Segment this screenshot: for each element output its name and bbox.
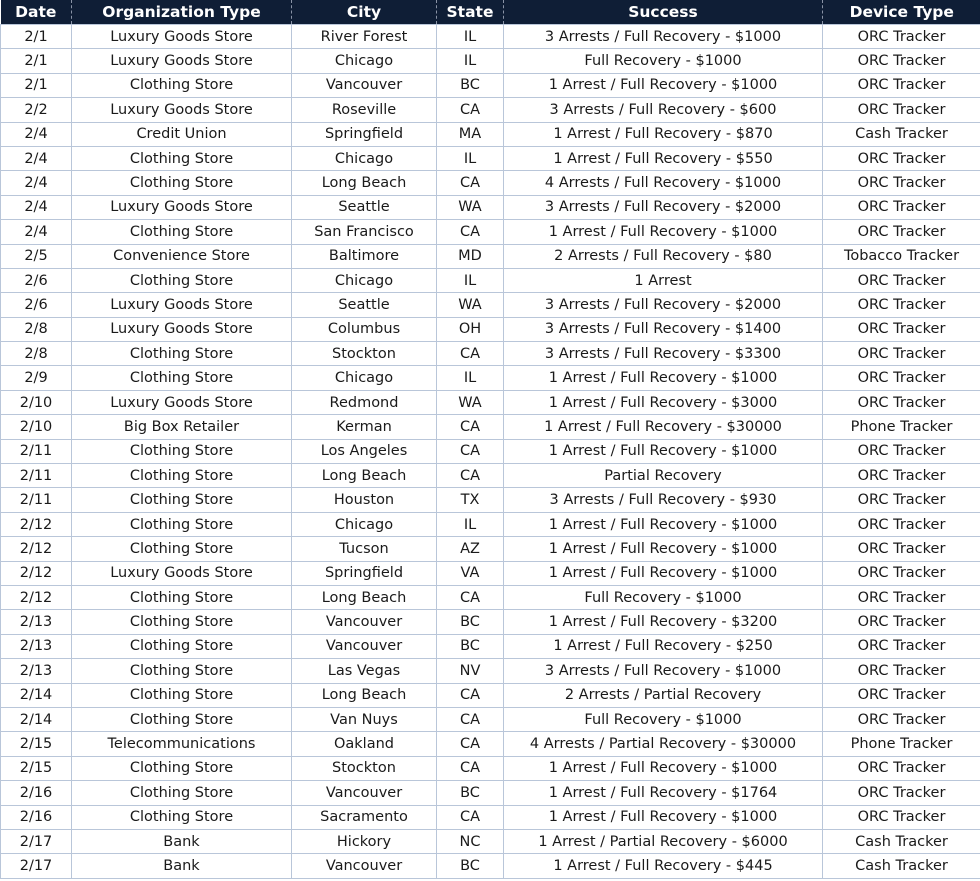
success-cell: 1 Arrest / Full Recovery - $1000: [504, 512, 823, 536]
state-cell: CA: [437, 585, 504, 609]
table-row: [1, 122, 980, 146]
device-type-cell: ORC Tracker: [823, 293, 980, 317]
success-cell: Full Recovery - $1000: [504, 585, 823, 609]
table-row: [1, 98, 980, 122]
state-cell: OH: [437, 317, 504, 341]
organization-type-cell: Clothing Store: [72, 610, 292, 634]
date-cell: 2/8: [1, 317, 72, 341]
device-type-cell: ORC Tracker: [823, 610, 980, 634]
header-city: City: [292, 0, 437, 25]
date-cell: 2/15: [1, 756, 72, 780]
date-cell: 2/12: [1, 561, 72, 585]
header-success: Success: [504, 0, 823, 25]
city-cell: Springfield: [292, 122, 437, 146]
city-cell: Long Beach: [292, 171, 437, 195]
table-body: [1, 25, 980, 879]
header-state: State: [437, 0, 504, 25]
date-cell: 2/6: [1, 268, 72, 292]
city-cell: Stockton: [292, 342, 437, 366]
header-device-type: Device Type: [823, 0, 980, 25]
city-cell: Kerman: [292, 415, 437, 439]
device-type-cell: Cash Tracker: [823, 854, 980, 878]
date-cell: 2/4: [1, 171, 72, 195]
table-row: [1, 439, 980, 463]
device-type-cell: ORC Tracker: [823, 659, 980, 683]
table-row: [1, 610, 980, 634]
city-cell: Chicago: [292, 146, 437, 170]
table-row: [1, 854, 980, 878]
success-cell: 3 Arrests / Full Recovery - $930: [504, 488, 823, 512]
success-cell: 1 Arrest / Full Recovery - $250: [504, 634, 823, 658]
city-cell: Chicago: [292, 49, 437, 73]
organization-type-cell: Clothing Store: [72, 488, 292, 512]
state-cell: CA: [437, 439, 504, 463]
date-cell: 2/17: [1, 829, 72, 853]
device-type-cell: ORC Tracker: [823, 683, 980, 707]
organization-type-cell: Clothing Store: [72, 683, 292, 707]
device-type-cell: Cash Tracker: [823, 122, 980, 146]
city-cell: Springfield: [292, 561, 437, 585]
organization-type-cell: Clothing Store: [72, 512, 292, 536]
state-cell: BC: [437, 781, 504, 805]
success-cell: 1 Arrest / Full Recovery - $3000: [504, 390, 823, 414]
state-cell: CA: [437, 732, 504, 756]
table-row: [1, 317, 980, 341]
city-cell: Redmond: [292, 390, 437, 414]
date-cell: 2/2: [1, 98, 72, 122]
success-cell: 1 Arrest / Full Recovery - $1764: [504, 781, 823, 805]
date-cell: 2/11: [1, 439, 72, 463]
table-row: [1, 171, 980, 195]
state-cell: IL: [437, 268, 504, 292]
table-row: [1, 195, 980, 219]
device-type-cell: ORC Tracker: [823, 366, 980, 390]
city-cell: Chicago: [292, 366, 437, 390]
organization-type-cell: Clothing Store: [72, 268, 292, 292]
table-row: [1, 342, 980, 366]
date-cell: 2/6: [1, 293, 72, 317]
state-cell: CA: [437, 756, 504, 780]
date-cell: 2/10: [1, 415, 72, 439]
state-cell: TX: [437, 488, 504, 512]
device-type-cell: ORC Tracker: [823, 585, 980, 609]
date-cell: 2/4: [1, 220, 72, 244]
date-cell: 2/13: [1, 634, 72, 658]
date-cell: 2/4: [1, 146, 72, 170]
state-cell: BC: [437, 854, 504, 878]
state-cell: BC: [437, 610, 504, 634]
device-type-cell: ORC Tracker: [823, 512, 980, 536]
city-cell: Long Beach: [292, 585, 437, 609]
table-row: [1, 585, 980, 609]
table-row: [1, 537, 980, 561]
state-cell: MD: [437, 244, 504, 268]
organization-type-cell: Clothing Store: [72, 73, 292, 97]
success-cell: 1 Arrest / Full Recovery - $1000: [504, 220, 823, 244]
city-cell: Vancouver: [292, 781, 437, 805]
table-row: [1, 25, 980, 49]
success-cell: 1 Arrest / Full Recovery - $1000: [504, 537, 823, 561]
success-cell: 3 Arrests / Full Recovery - $2000: [504, 293, 823, 317]
city-cell: Stockton: [292, 756, 437, 780]
table-row: [1, 732, 980, 756]
city-cell: Long Beach: [292, 683, 437, 707]
state-cell: CA: [437, 415, 504, 439]
city-cell: Hickory: [292, 829, 437, 853]
device-type-cell: Tobacco Tracker: [823, 244, 980, 268]
organization-type-cell: Luxury Goods Store: [72, 98, 292, 122]
success-cell: 1 Arrest / Full Recovery - $870: [504, 122, 823, 146]
state-cell: CA: [437, 805, 504, 829]
organization-type-cell: Clothing Store: [72, 659, 292, 683]
city-cell: Vancouver: [292, 610, 437, 634]
organization-type-cell: Convenience Store: [72, 244, 292, 268]
device-type-cell: ORC Tracker: [823, 439, 980, 463]
table-row: [1, 293, 980, 317]
header-organization-type: Organization Type: [72, 0, 292, 25]
state-cell: WA: [437, 390, 504, 414]
state-cell: IL: [437, 49, 504, 73]
success-cell: Full Recovery - $1000: [504, 49, 823, 73]
success-cell: 1 Arrest / Full Recovery - $1000: [504, 561, 823, 585]
organization-type-cell: Clothing Store: [72, 464, 292, 488]
organization-type-cell: Big Box Retailer: [72, 415, 292, 439]
city-cell: Chicago: [292, 512, 437, 536]
device-type-cell: ORC Tracker: [823, 781, 980, 805]
device-type-cell: ORC Tracker: [823, 464, 980, 488]
device-type-cell: ORC Tracker: [823, 634, 980, 658]
success-cell: 1 Arrest / Full Recovery - $1000: [504, 73, 823, 97]
state-cell: VA: [437, 561, 504, 585]
device-type-cell: ORC Tracker: [823, 268, 980, 292]
date-cell: 2/8: [1, 342, 72, 366]
city-cell: Vancouver: [292, 854, 437, 878]
date-cell: 2/12: [1, 537, 72, 561]
city-cell: Van Nuys: [292, 707, 437, 731]
success-cell: Full Recovery - $1000: [504, 707, 823, 731]
table-row: [1, 488, 980, 512]
city-cell: Baltimore: [292, 244, 437, 268]
date-cell: 2/17: [1, 854, 72, 878]
table-row: [1, 561, 980, 585]
organization-type-cell: Telecommunications: [72, 732, 292, 756]
table-row: [1, 220, 980, 244]
city-cell: Columbus: [292, 317, 437, 341]
success-cell: 3 Arrests / Full Recovery - $600: [504, 98, 823, 122]
device-type-cell: ORC Tracker: [823, 220, 980, 244]
success-cell: 1 Arrest / Full Recovery - $30000: [504, 415, 823, 439]
device-type-cell: ORC Tracker: [823, 25, 980, 49]
city-cell: Houston: [292, 488, 437, 512]
device-type-cell: ORC Tracker: [823, 317, 980, 341]
state-cell: CA: [437, 464, 504, 488]
date-cell: 2/1: [1, 49, 72, 73]
organization-type-cell: Luxury Goods Store: [72, 195, 292, 219]
table-row: [1, 390, 980, 414]
organization-type-cell: Clothing Store: [72, 537, 292, 561]
date-cell: 2/5: [1, 244, 72, 268]
success-cell: 2 Arrests / Full Recovery - $80: [504, 244, 823, 268]
city-cell: Long Beach: [292, 464, 437, 488]
city-cell: Tucson: [292, 537, 437, 561]
state-cell: NC: [437, 829, 504, 853]
table-row: [1, 707, 980, 731]
table-row: [1, 268, 980, 292]
success-cell: 4 Arrests / Full Recovery - $1000: [504, 171, 823, 195]
date-cell: 2/1: [1, 25, 72, 49]
table-row: [1, 781, 980, 805]
success-cell: 3 Arrests / Full Recovery - $1000: [504, 659, 823, 683]
state-cell: WA: [437, 195, 504, 219]
organization-type-cell: Luxury Goods Store: [72, 561, 292, 585]
date-cell: 2/12: [1, 585, 72, 609]
success-cell: 1 Arrest / Full Recovery - $550: [504, 146, 823, 170]
header-date: Date: [1, 0, 72, 25]
device-type-cell: ORC Tracker: [823, 171, 980, 195]
organization-type-cell: Credit Union: [72, 122, 292, 146]
date-cell: 2/12: [1, 512, 72, 536]
device-type-cell: Phone Tracker: [823, 732, 980, 756]
organization-type-cell: Clothing Store: [72, 707, 292, 731]
state-cell: IL: [437, 512, 504, 536]
date-cell: 2/16: [1, 805, 72, 829]
city-cell: Seattle: [292, 293, 437, 317]
device-type-cell: ORC Tracker: [823, 707, 980, 731]
table-row: [1, 146, 980, 170]
city-cell: River Forest: [292, 25, 437, 49]
device-type-cell: Phone Tracker: [823, 415, 980, 439]
organization-type-cell: Luxury Goods Store: [72, 49, 292, 73]
organization-type-cell: Clothing Store: [72, 805, 292, 829]
device-type-cell: ORC Tracker: [823, 98, 980, 122]
success-cell: 3 Arrests / Full Recovery - $1400: [504, 317, 823, 341]
table-row: [1, 464, 980, 488]
success-cell: 4 Arrests / Partial Recovery - $30000: [504, 732, 823, 756]
date-cell: 2/11: [1, 464, 72, 488]
table-row: [1, 659, 980, 683]
date-cell: 2/13: [1, 610, 72, 634]
city-cell: Vancouver: [292, 634, 437, 658]
success-cell: 1 Arrest / Full Recovery - $1000: [504, 439, 823, 463]
state-cell: IL: [437, 366, 504, 390]
table-row: [1, 244, 980, 268]
city-cell: Roseville: [292, 98, 437, 122]
table-row: [1, 756, 980, 780]
success-cell: 1 Arrest / Full Recovery - $1000: [504, 756, 823, 780]
organization-type-cell: Luxury Goods Store: [72, 390, 292, 414]
success-cell: 3 Arrests / Full Recovery - $2000: [504, 195, 823, 219]
organization-type-cell: Clothing Store: [72, 439, 292, 463]
device-type-cell: Cash Tracker: [823, 829, 980, 853]
organization-type-cell: Clothing Store: [72, 146, 292, 170]
state-cell: AZ: [437, 537, 504, 561]
organization-type-cell: Clothing Store: [72, 585, 292, 609]
success-cell: 3 Arrests / Full Recovery - $3300: [504, 342, 823, 366]
city-cell: Vancouver: [292, 73, 437, 97]
organization-type-cell: Clothing Store: [72, 781, 292, 805]
state-cell: CA: [437, 171, 504, 195]
device-type-cell: ORC Tracker: [823, 537, 980, 561]
state-cell: MA: [437, 122, 504, 146]
organization-type-cell: Clothing Store: [72, 220, 292, 244]
device-type-cell: ORC Tracker: [823, 488, 980, 512]
city-cell: San Francisco: [292, 220, 437, 244]
success-cell: 1 Arrest / Full Recovery - $1000: [504, 366, 823, 390]
organization-type-cell: Clothing Store: [72, 634, 292, 658]
organization-type-cell: Clothing Store: [72, 171, 292, 195]
organization-type-cell: Bank: [72, 829, 292, 853]
table-row: [1, 683, 980, 707]
date-cell: 2/14: [1, 707, 72, 731]
device-type-cell: ORC Tracker: [823, 756, 980, 780]
organization-type-cell: Luxury Goods Store: [72, 25, 292, 49]
organization-type-cell: Clothing Store: [72, 756, 292, 780]
organization-type-cell: Clothing Store: [72, 366, 292, 390]
state-cell: WA: [437, 293, 504, 317]
table-row: [1, 415, 980, 439]
city-cell: Sacramento: [292, 805, 437, 829]
success-cell: 1 Arrest / Partial Recovery - $6000: [504, 829, 823, 853]
table-row: [1, 49, 980, 73]
device-type-cell: ORC Tracker: [823, 146, 980, 170]
date-cell: 2/10: [1, 390, 72, 414]
table-header: [1, 0, 980, 25]
organization-type-cell: Luxury Goods Store: [72, 317, 292, 341]
city-cell: Seattle: [292, 195, 437, 219]
state-cell: IL: [437, 146, 504, 170]
success-cell: 1 Arrest / Full Recovery - $445: [504, 854, 823, 878]
date-cell: 2/11: [1, 488, 72, 512]
date-cell: 2/9: [1, 366, 72, 390]
table-row: [1, 73, 980, 97]
date-cell: 2/13: [1, 659, 72, 683]
table-row: [1, 512, 980, 536]
table-row: [1, 634, 980, 658]
date-cell: 2/4: [1, 195, 72, 219]
date-cell: 2/15: [1, 732, 72, 756]
device-type-cell: ORC Tracker: [823, 49, 980, 73]
success-cell: 1 Arrest / Full Recovery - $1000: [504, 805, 823, 829]
state-cell: CA: [437, 342, 504, 366]
state-cell: CA: [437, 98, 504, 122]
state-cell: CA: [437, 220, 504, 244]
city-cell: Las Vegas: [292, 659, 437, 683]
date-cell: 2/4: [1, 122, 72, 146]
success-cell: 1 Arrest: [504, 268, 823, 292]
state-cell: CA: [437, 683, 504, 707]
date-cell: 2/14: [1, 683, 72, 707]
state-cell: BC: [437, 634, 504, 658]
table-row: [1, 805, 980, 829]
city-cell: Los Angeles: [292, 439, 437, 463]
device-type-cell: ORC Tracker: [823, 805, 980, 829]
state-cell: IL: [437, 25, 504, 49]
device-type-cell: ORC Tracker: [823, 342, 980, 366]
success-cell: 1 Arrest / Full Recovery - $3200: [504, 610, 823, 634]
success-cell: 3 Arrests / Full Recovery - $1000: [504, 25, 823, 49]
table-row: [1, 829, 980, 853]
device-type-cell: ORC Tracker: [823, 561, 980, 585]
date-cell: 2/16: [1, 781, 72, 805]
device-type-cell: ORC Tracker: [823, 390, 980, 414]
success-cell: 2 Arrests / Partial Recovery: [504, 683, 823, 707]
city-cell: Chicago: [292, 268, 437, 292]
table-row: [1, 366, 980, 390]
state-cell: BC: [437, 73, 504, 97]
device-type-cell: ORC Tracker: [823, 73, 980, 97]
state-cell: CA: [437, 707, 504, 731]
success-cell: Partial Recovery: [504, 464, 823, 488]
device-type-cell: ORC Tracker: [823, 195, 980, 219]
state-cell: NV: [437, 659, 504, 683]
organization-type-cell: Luxury Goods Store: [72, 293, 292, 317]
organization-type-cell: Bank: [72, 854, 292, 878]
header-row: [1, 0, 980, 25]
date-cell: 2/1: [1, 73, 72, 97]
organization-type-cell: Clothing Store: [72, 342, 292, 366]
city-cell: Oakland: [292, 732, 437, 756]
